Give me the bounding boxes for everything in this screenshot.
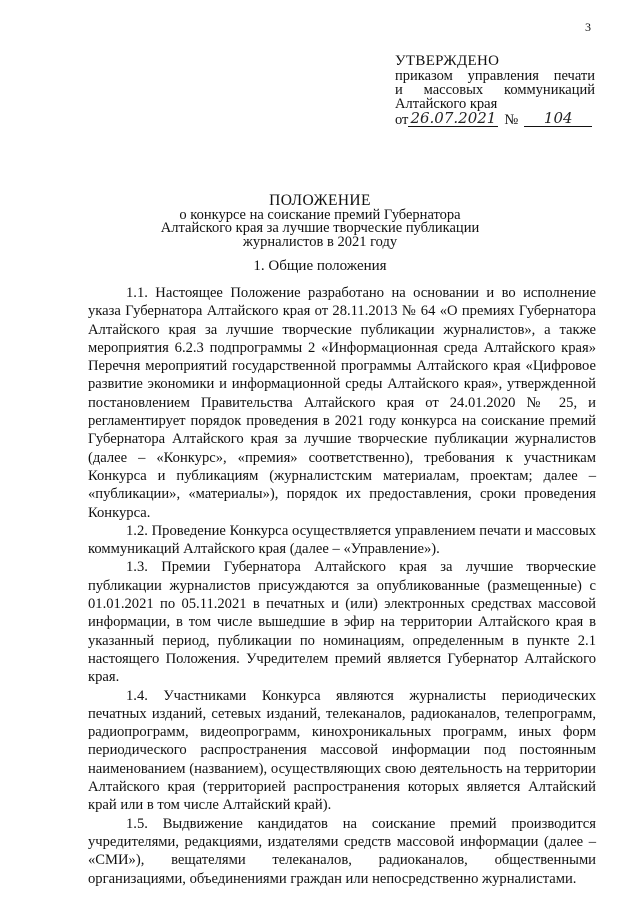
handwritten-number: 104 (524, 111, 592, 127)
approval-title: УТВЕРЖДЕНО (395, 53, 500, 69)
page-number: 3 (585, 20, 591, 34)
document-subtitle-line-1: о конкурсе на соискание премий Губернатора (179, 206, 461, 223)
approval-line-1: приказом управления печати (395, 68, 595, 84)
paragraph-1-2: 1.2. Проведение Конкурса осуществляется управлением печати и массовых коммуникаций Алтайского края (далее – «Управление»). (88, 522, 596, 558)
paragraph-1-1: 1.1. Настоящее Положение разработано на основании и во исполнение указа Губернатора Алтайского края от 28.11.2013 № 64 «О премиях Губернатора Алтайского края за лучшие творческие публикации журналистов», а также мероприятия 6.2.3 подпрограммы 2 «Информационная среда Алтайского края» Перечня мероприятий государственной программы Алтайского края «Цифровое развитие экономики и информационной среды Алтайского края», утвержденной постановлением Правительства Алтайского края от 24.01.2020 № 25, и регламентирует порядок проведения в 2021 году конкурса на соискание премий Губернатора Алтайского края за лучшие творческие публикации журналистов (далее – «Конкурс», «премия» соответственно), требования к участникам Конкурса и публикациям (журналистским материалам, проектам; далее – «публикации», «материалы»), порядок их предоставления, сроки проведения Конкурса. (88, 285, 596, 521)
document-subtitle-line-3: журналистов в 2021 году (242, 233, 398, 250)
approval-line-2: и массовых коммуникаций (395, 82, 595, 98)
document-body (88, 284, 596, 888)
section-heading: 1. Общие положения (253, 258, 387, 274)
handwritten-date: 26.07.2021 (408, 111, 498, 127)
document-heading (150, 194, 490, 249)
paragraph-1-4: 1.4. Участниками Конкурса являются журналисты периодических печатных изданий, сетевых изданий, телеканалов, радиоканалов, телепрограмм, радиопрограмм, видеопрограмм, кинохроникальных программ, иных форм периодического распространения массовой информации под постоянным наименованием (названием), осуществляющих свою деятельность на территории Алтайского края (территорией распространения которых является Алтайский край или в том числе Алтайский край). (88, 687, 596, 814)
date-prefix: от (395, 112, 409, 128)
approval-stamp (395, 54, 595, 127)
approval-line-3: Алтайского края (395, 96, 498, 112)
document-subtitle-line-2: Алтайского края за лучшие творческие публикации (160, 220, 480, 236)
paragraph-1-3: 1.3. Премии Губернатора Алтайского края за лучшие творческие публикации журналистов присуждаются за опубликованные (размещенные) с 01.01.2021 по 05.11.2021 в печатных и (или) электронных средствах массовой информации, в том числе вышедшие в эфир на территории Алтайского края в указанный период, публикации по номинациям, определенным в пункте 2.1 настоящего Положения. Учредителем премий является Губернатор Алтайского края. (88, 559, 596, 686)
paragraph-1-5: 1.5. Выдвижение кандидатов на соискание премий производится учредителями, редакциями, издателями средств массовой информации (далее – «СМИ»), вещателями телеканалов, радиоканалов, общественными организациями, объединениями граждан или непосредственно журналистами. (88, 815, 596, 887)
approval-date-line (395, 111, 595, 127)
number-label: № (504, 112, 519, 128)
document-title: ПОЛОЖЕНИЕ (269, 192, 371, 209)
